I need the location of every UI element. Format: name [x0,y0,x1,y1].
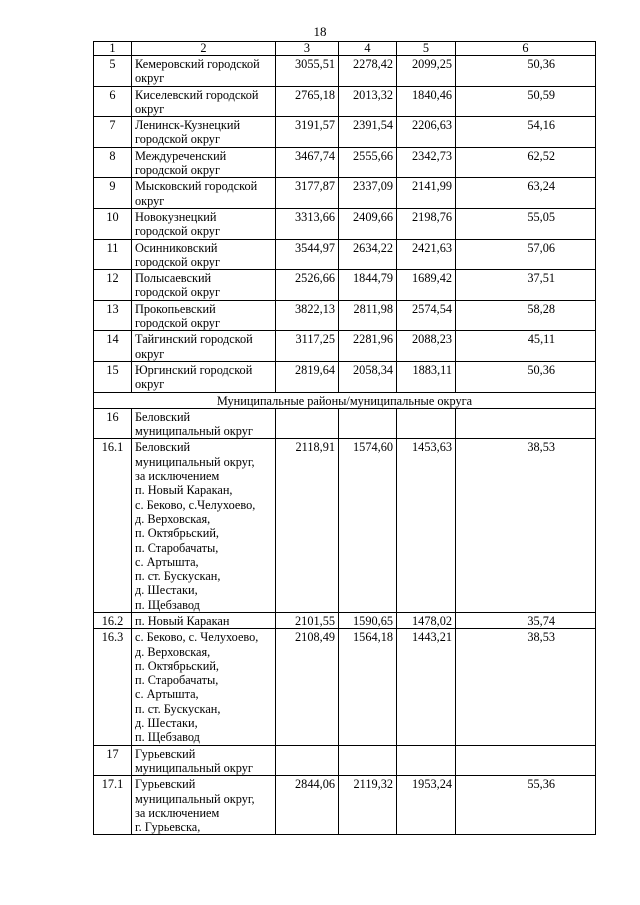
row-name: Юргинский городской округ [132,361,276,392]
value-col-5: 2574,54 [397,300,456,331]
value-col-3: 2765,18 [276,86,339,117]
row-number: 12 [94,270,132,301]
table-row [94,629,596,745]
value-col-3 [276,408,339,439]
data-table [93,41,596,835]
table-row [94,178,596,209]
row-number: 16.3 [94,629,132,745]
row-number: 7 [94,117,132,148]
value-col-6: 50,36 [456,361,596,392]
row-name: Осинниковский городской округ [132,239,276,270]
value-col-4: 2811,98 [339,300,397,331]
row-name: Новокузнецкий городской округ [132,208,276,239]
row-name: Прокопьевский городской округ [132,300,276,331]
row-number: 17.1 [94,776,132,835]
value-col-4 [339,745,397,776]
value-col-3 [276,745,339,776]
value-col-3: 2819,64 [276,361,339,392]
row-name: Киселевский городской округ [132,86,276,117]
table-row [94,361,596,392]
row-name: с. Беково, с. Челухоево, д. Верховская, п. Октябрьский, п. Старобачаты, с. Артышта, п. ст. Бускускан, д. Шестаки, п. Щебзавод [132,629,276,745]
row-name: Полысаевский городской округ [132,270,276,301]
value-col-5: 2141,99 [397,178,456,209]
row-number: 17 [94,745,132,776]
column-header: 5 [397,42,456,56]
table-row [94,56,596,87]
row-name: Беловский муниципальный округ [132,408,276,439]
value-col-3: 3313,66 [276,208,339,239]
section-title: Муниципальные районы/муниципальные округа [94,392,596,408]
value-col-3: 3055,51 [276,56,339,87]
row-name: Гурьевский муниципальный округ, за исключением г. Гурьевска, [132,776,276,835]
value-col-6: 57,06 [456,239,596,270]
value-col-6 [456,408,596,439]
value-col-4: 1574,60 [339,439,397,613]
value-col-4 [339,408,397,439]
value-col-3: 3117,25 [276,331,339,362]
value-col-4: 1590,65 [339,612,397,628]
value-col-5: 1840,46 [397,86,456,117]
value-col-3: 2844,06 [276,776,339,835]
row-number: 11 [94,239,132,270]
value-col-4: 2119,32 [339,776,397,835]
row-number: 5 [94,56,132,87]
value-col-4: 2634,22 [339,239,397,270]
value-col-5 [397,408,456,439]
row-name: Беловский муниципальный округ, за исключением п. Новый Каракан, с. Беково, с.Челухоево, д. Верховская, п. Октябрьский, п. Старобачаты, с. Артышта, п. ст. Бускускан, д. Шестаки, п. Щебзавод [132,439,276,613]
value-col-5: 1443,21 [397,629,456,745]
value-col-5: 1689,42 [397,270,456,301]
table-row [94,117,596,148]
table-row [94,147,596,178]
table-row [94,612,596,628]
row-name: Тайгинский городской округ [132,331,276,362]
value-col-3: 3177,87 [276,178,339,209]
value-col-6: 38,53 [456,629,596,745]
value-col-6: 38,53 [456,439,596,613]
row-number: 16 [94,408,132,439]
value-col-4: 2409,66 [339,208,397,239]
value-col-6: 58,28 [456,300,596,331]
table-row [94,270,596,301]
table-row [94,776,596,835]
value-col-3: 2118,91 [276,439,339,613]
table-row [94,408,596,439]
value-col-4: 1844,79 [339,270,397,301]
column-header: 3 [276,42,339,56]
table-row [94,300,596,331]
row-number: 8 [94,147,132,178]
section-row [94,392,596,408]
value-col-5: 2099,25 [397,56,456,87]
value-col-4: 1564,18 [339,629,397,745]
value-col-5: 2421,63 [397,239,456,270]
value-col-5: 2198,76 [397,208,456,239]
value-col-6: 50,36 [456,56,596,87]
row-number: 13 [94,300,132,331]
row-name: Гурьевский муниципальный округ [132,745,276,776]
value-col-6: 55,36 [456,776,596,835]
value-col-6: 35,74 [456,612,596,628]
header-row [94,42,596,56]
table-row [94,86,596,117]
value-col-3: 3822,13 [276,300,339,331]
value-col-3: 3544,97 [276,239,339,270]
value-col-4: 2058,34 [339,361,397,392]
table-row [94,745,596,776]
table-row [94,239,596,270]
value-col-5: 1953,24 [397,776,456,835]
column-header: 2 [132,42,276,56]
value-col-4: 2281,96 [339,331,397,362]
value-col-5: 1453,63 [397,439,456,613]
value-col-3: 3191,57 [276,117,339,148]
value-col-5 [397,745,456,776]
value-col-6: 54,16 [456,117,596,148]
table-row [94,208,596,239]
value-col-6: 50,59 [456,86,596,117]
row-number: 14 [94,331,132,362]
row-name: Ленинск-Кузнецкий городской округ [132,117,276,148]
value-col-5: 1883,11 [397,361,456,392]
row-number: 16.1 [94,439,132,613]
column-header: 6 [456,42,596,56]
value-col-3: 2526,66 [276,270,339,301]
value-col-3: 3467,74 [276,147,339,178]
value-col-4: 2013,32 [339,86,397,117]
value-col-5: 2088,23 [397,331,456,362]
row-name: Кемеровский городской округ [132,56,276,87]
row-number: 15 [94,361,132,392]
row-name: Мысковский городской округ [132,178,276,209]
value-col-5: 2342,73 [397,147,456,178]
row-name: п. Новый Каракан [132,612,276,628]
value-col-4: 2555,66 [339,147,397,178]
value-col-3: 2108,49 [276,629,339,745]
value-col-6 [456,745,596,776]
row-name: Междуреченский городской округ [132,147,276,178]
value-col-4: 2278,42 [339,56,397,87]
value-col-6: 55,05 [456,208,596,239]
value-col-6: 45,11 [456,331,596,362]
value-col-5: 2206,63 [397,117,456,148]
value-col-6: 62,52 [456,147,596,178]
column-header: 4 [339,42,397,56]
row-number: 10 [94,208,132,239]
value-col-6: 63,24 [456,178,596,209]
row-number: 6 [94,86,132,117]
value-col-4: 2337,09 [339,178,397,209]
value-col-3: 2101,55 [276,612,339,628]
value-col-6: 37,51 [456,270,596,301]
column-header: 1 [94,42,132,56]
table-row [94,331,596,362]
row-number: 9 [94,178,132,209]
value-col-4: 2391,54 [339,117,397,148]
row-number: 16.2 [94,612,132,628]
page-number: 18 [313,24,327,39]
value-col-5: 1478,02 [397,612,456,628]
table-row [94,439,596,613]
